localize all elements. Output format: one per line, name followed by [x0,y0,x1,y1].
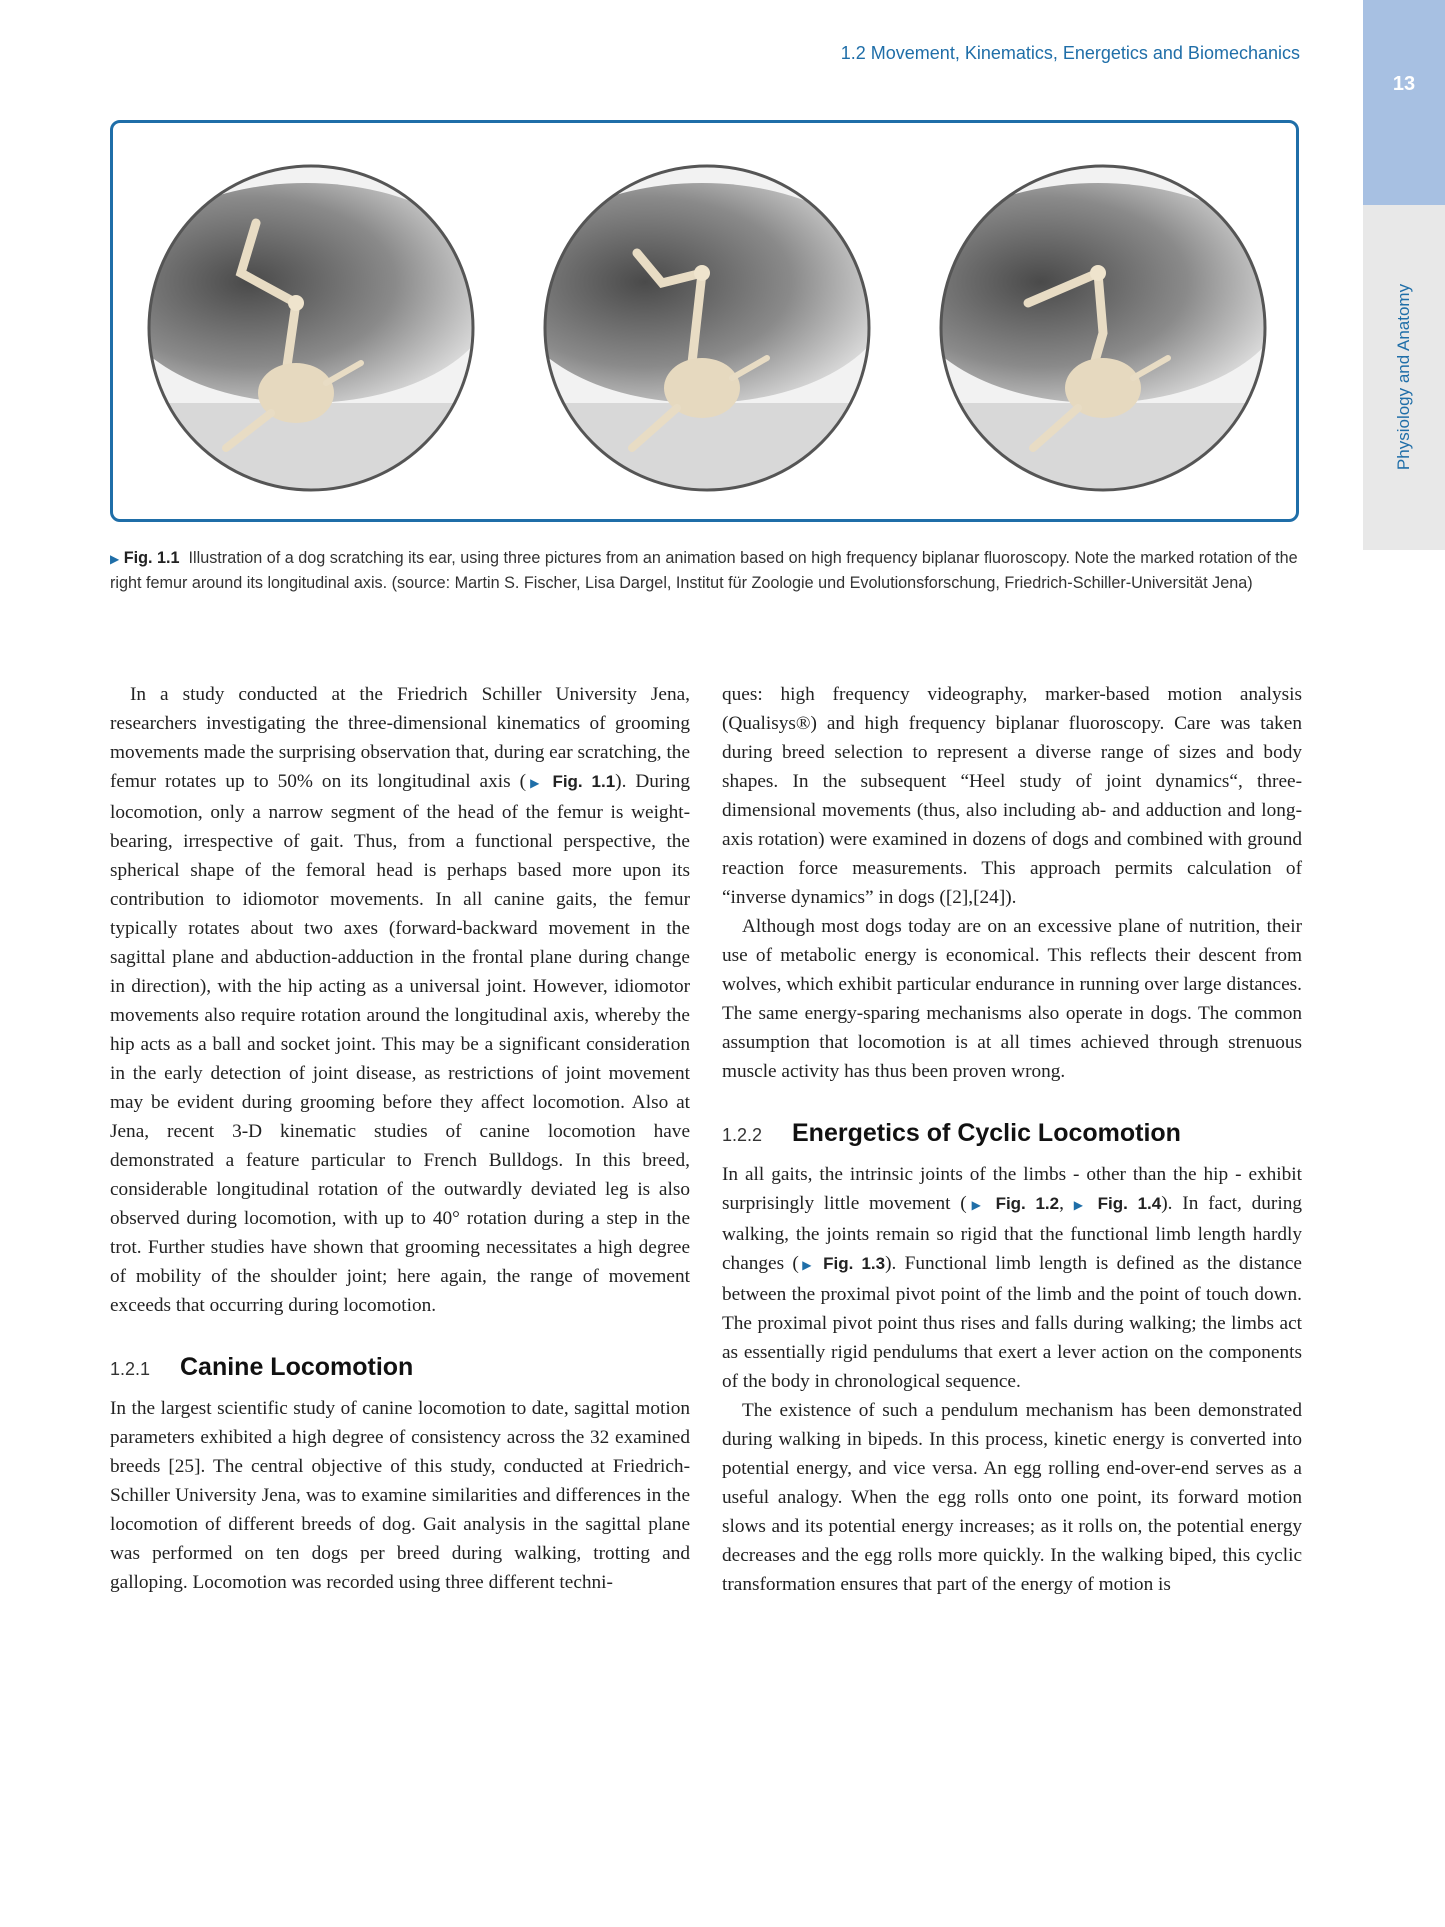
paragraph: In the largest scientific study of canine locomotion to date, sagittal motion parameters exhibited a high degree of consistency across the 32 examined breeds [25]. The central objective of this study, conducted at Friedrich-Schiller University Jena, was to examine similarities and differences in the locomotion of different breeds of dog. Gait analysis in the sagittal plane was performed on ten dogs per breed during walking, trotting and galloping. Locomotion was recorded using three different techni- [110,1398,690,1593]
fluoroscopy-panel-3 [938,163,1268,493]
arrow-icon: ▶ [526,776,544,790]
figure-caption-text: Illustration of a dog scratching its ear, using three pictures from an animation based on high frequency biplanar fluoroscopy. Note the marked rotation of the right femur around its longitudinal axis. (source: Martin S. Fischer, Lisa Dargel, Institut für Zoologie und Evolutionsforschung, Friedrich-Schiller-Universität Jena) [110,549,1298,592]
figure-caption [110,546,1300,595]
figure-frame [110,120,1299,522]
paragraph: ques: high frequency videography, marker-based motion analysis (Qualisys®) and high frequency biplanar fluoroscopy. Care was taken during breed selection to represent a diverse range of sizes and body shapes. In the subsequent “Heel study of joint dynamics“, three-dimensional movements (thus, also including ab- and adduction and long-axis rotation) were examined in dozens of dogs and combined with ground reaction force measurements. This approach permits calculation of “inverse dynamics” in dogs ([2],[24]). [722,684,1302,908]
paragraph: In all gaits, the intrinsic joints of the limbs - other than the hip - exhibit surprisingly little movement (▶ Fig. 1.2, ▶ Fig. 1.4). In fact, during walking, the joints remain so rigid that the functional limb length hardly changes (▶ Fig. 1.3). Functional limb length is defined as the distance between the proximal pivot point of the limb and the point of touch down. The proximal pivot point thus rises and falls during walking; the limbs act as essentially rigid pendulums that exert a lever action on the components of the body in chronological sequence. [722,1164,1302,1392]
paragraph: The existence of such a pendulum mechanism has been demonstrated during walking in bipeds. In this process, kinetic energy is converted into potential energy, and vice versa. An egg rolling end-over-end serves as a useful analogy. When the egg rolls onto one point, its forward motion slows and its potential energy increases; as it rolls on, the potential energy decreases and the egg rolls more quickly. In the walking biped, this cyclic transformation ensures that part of the energy of motion is [722,1400,1302,1595]
section-number: 1.2.1 [110,1359,151,1379]
paragraph: Although most dogs today are on an excessive plane of nutrition, their use of metabolic energy is economical. This reflects their descent from wolves, which exhibit particular endurance in running over large distances. The same energy-sparing mechanisms also operate in dogs. The common assumption that locomotion is at all times achieved through strenuous muscle activity has thus been proven wrong. [722,916,1302,1082]
figure-reference-link[interactable]: ▶ Fig. 1.4 [1073,1194,1162,1213]
figure-reference-link[interactable]: ▶ Fig. 1.2 [966,1194,1060,1213]
page-number-tab [1363,0,1445,205]
left-column [110,680,690,1597]
section-heading [722,1119,1302,1150]
arrow-icon: ▶ [1073,1198,1088,1212]
fluoroscopy-panel-2 [542,163,872,493]
section-tab-label: Physiology and Anatomy [1394,283,1413,471]
arrow-icon: ▶ [798,1258,815,1272]
figure-reference-link[interactable]: ▶ Fig. 1.3 [798,1254,886,1273]
figure-reference-link[interactable]: ▶ Fig. 1.1 [526,772,616,791]
arrow-icon: ▶ [110,552,120,566]
section-tab [1363,205,1445,550]
section-title: Canine Locomotion [180,1353,414,1381]
right-column [722,680,1302,1599]
section-heading [110,1353,690,1384]
page-number: 13 [1392,73,1416,95]
figure-label: Fig. 1.1 [123,549,180,567]
fluoroscopy-panel-1 [146,163,476,493]
running-head: 1.2 Movement, Kinematics, Energetics and Biomechanics [840,43,1300,63]
section-title: Energetics of Cyclic Locomotion [792,1119,1181,1147]
arrow-icon: ▶ [966,1198,986,1212]
section-number: 1.2.2 [722,1125,763,1145]
paragraph: In a study conducted at the Friedrich Schiller University Jena, researchers investigating the three-dimensional kinematics of grooming movements made the surprising observation that, during ear scratching, the femur rotates up to 50% on its longitudinal axis (▶ Fig. 1.1). During locomotion, only a narrow segment of the head of the femur is weight-bearing, irrespective of gait. Thus, from a functional perspective, the spherical shape of the femoral head is perhaps based more upon its contribution to idiomotor movements. In all canine gaits, the femur typically rotates about two axes (forward-backward movement in the sagittal plane and abduction-adduction in the frontal plane during change in direction), with the hip acting as a universal joint. However, idiomotor movements also require rotation around the longitudinal axis, whereby the hip acts as a ball and socket joint. This may be a significant consideration in the early detection of joint disease, as restrictions of joint movement may be evident during grooming before they affect locomotion. Also at Jena, recent 3-D kinematic studies of canine locomotion have demonstrated a feature particular to French Bulldogs. In this breed, considerable longitudinal rotation of the outwardly deviated leg is also observed during locomotion, with up to 40° rotation during a step in the trot. Further studies have shown that grooming necessitates a high degree of mobility of the shoulder joint; here again, the range of movement exceeds that occurring during locomotion. [110,684,691,1316]
